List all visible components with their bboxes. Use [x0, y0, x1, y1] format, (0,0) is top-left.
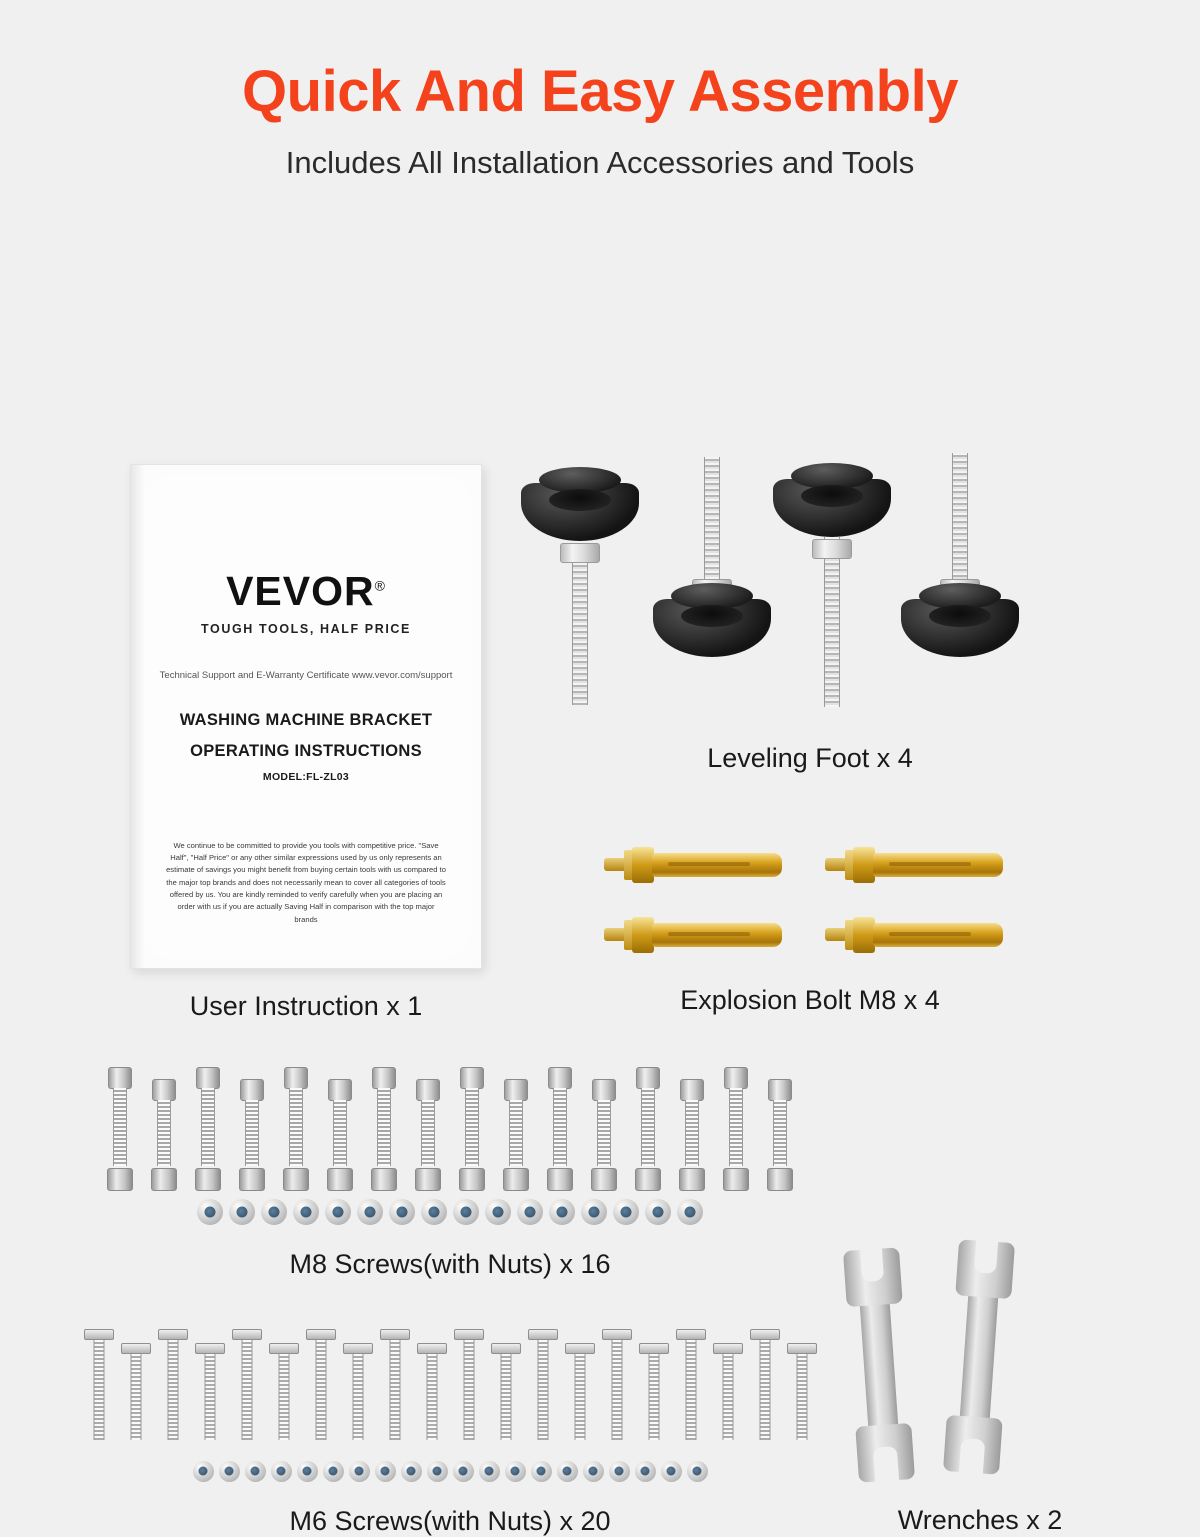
nut-washer-icon — [645, 1199, 671, 1225]
nut-washer-icon — [687, 1461, 708, 1482]
nut-washer-icon — [349, 1461, 370, 1482]
hex-screw-icon — [758, 1079, 802, 1191]
nut-washer-icon — [193, 1461, 214, 1482]
part-explosion-bolt — [560, 831, 1060, 1016]
caption-explosion-bolt: Explosion Bolt M8 x 4 — [680, 984, 940, 1015]
leveling-foot-group — [560, 453, 1060, 725]
explosion-bolt-group — [560, 831, 1060, 959]
flat-head-screw-icon — [672, 1329, 709, 1453]
manual-heading-line2: OPERATING INSTRUCTIONS — [190, 741, 422, 760]
m6-nut-row — [80, 1461, 820, 1482]
flat-head-screw-icon — [598, 1329, 635, 1453]
nut-washer-icon — [677, 1199, 703, 1225]
nut-washer-icon — [453, 1199, 479, 1225]
wrench-icon — [942, 1239, 1016, 1474]
caption-m8-screws: M8 Screws(with Nuts) x 16 — [289, 1248, 611, 1279]
hex-screw-icon — [538, 1067, 582, 1191]
nut-washer-icon — [389, 1199, 415, 1225]
part-wrenches — [830, 1241, 1130, 1536]
hex-screw-icon — [142, 1079, 186, 1191]
nut-washer-icon — [229, 1199, 255, 1225]
nut-washer-icon — [245, 1461, 266, 1482]
flat-head-screw-icon — [635, 1343, 672, 1453]
hex-screw-icon — [450, 1067, 494, 1191]
manual-brand — [131, 568, 481, 615]
nut-washer-icon — [297, 1461, 318, 1482]
caption-user-instruction: User Instruction x 1 — [189, 990, 423, 1021]
flat-head-screw-icon — [376, 1329, 413, 1453]
hex-screw-icon — [714, 1067, 758, 1191]
hex-screw-icon — [230, 1079, 274, 1191]
explosion-bolt-icon — [821, 911, 1020, 959]
flat-head-screw-icon — [709, 1343, 746, 1453]
m6-screw-group — [80, 1329, 820, 1453]
manual-support-line: Technical Support and E-Warranty Certificate www.vevor.com/support — [159, 669, 453, 681]
nut-washer-icon — [357, 1199, 383, 1225]
part-m8-screws — [80, 1067, 820, 1280]
instruction-manual-icon — [130, 464, 482, 969]
flat-head-screw-icon — [228, 1329, 265, 1453]
nut-washer-icon — [517, 1199, 543, 1225]
hex-screw-icon — [362, 1067, 406, 1191]
nut-washer-icon — [505, 1461, 526, 1482]
hex-screw-icon — [274, 1067, 318, 1191]
nut-washer-icon — [325, 1199, 351, 1225]
part-user-instruction — [96, 464, 516, 1022]
nut-washer-icon — [453, 1461, 474, 1482]
m8-screw-group — [80, 1067, 820, 1191]
nut-washer-icon — [635, 1461, 656, 1482]
hex-screw-icon — [406, 1079, 450, 1191]
manual-tagline: TOUGH TOOLS, HALF PRICE — [201, 621, 411, 636]
manual-brand-mark: ® — [374, 577, 386, 594]
nut-washer-icon — [427, 1461, 448, 1482]
nut-washer-icon — [261, 1199, 287, 1225]
page-subtitle: Includes All Installation Accessories and Tools — [285, 144, 915, 180]
explosion-bolt-icon — [821, 841, 1020, 889]
flat-head-screw-icon — [524, 1329, 561, 1453]
hex-screw-icon — [186, 1067, 230, 1191]
nut-washer-icon — [219, 1461, 240, 1482]
caption-m6-screws: M6 Screws(with Nuts) x 20 — [289, 1505, 611, 1536]
nut-washer-icon — [613, 1199, 639, 1225]
nut-washer-icon — [271, 1461, 292, 1482]
manual-heading-line1: WASHING MACHINE BRACKET — [179, 710, 433, 729]
flat-head-screw-icon — [302, 1329, 339, 1453]
m8-nut-row — [80, 1199, 820, 1225]
flat-head-screw-icon — [191, 1343, 228, 1453]
flat-head-screw-icon — [80, 1329, 117, 1453]
explosion-bolt-icon — [600, 911, 799, 959]
hex-screw-icon — [582, 1079, 626, 1191]
wrench-group — [830, 1241, 1130, 1491]
nut-washer-icon — [531, 1461, 552, 1482]
flat-head-screw-icon — [339, 1343, 376, 1453]
nut-washer-icon — [421, 1199, 447, 1225]
flat-head-screw-icon — [117, 1343, 154, 1453]
manual-body-text: We continue to be committed to provide you tools with competitive price. "Save Half", "Half Price" or any other similar expressions used by us only represents an estimate of savings you might benefit from buying certain tools with us compared to the major top brands and does not necessarily mean to cover all categories of tools offered by us. You are kindly reminded to verify carefully when you are placing an order with us if you are actually Saving Half in comparison with the top major brands — [166, 840, 446, 924]
flat-head-screw-icon — [746, 1329, 783, 1453]
flat-head-screw-icon — [450, 1329, 487, 1453]
flat-head-screw-icon — [265, 1343, 302, 1453]
nut-washer-icon — [583, 1461, 604, 1482]
flat-head-screw-icon — [487, 1343, 524, 1453]
flat-head-screw-icon — [413, 1343, 450, 1453]
nut-washer-icon — [375, 1461, 396, 1482]
nut-washer-icon — [485, 1199, 511, 1225]
manual-model: MODEL:FL-ZL03 — [262, 770, 350, 783]
nut-washer-icon — [479, 1461, 500, 1482]
flat-head-screw-icon — [561, 1343, 598, 1453]
hex-screw-icon — [318, 1079, 362, 1191]
hex-screw-icon — [494, 1079, 538, 1191]
nut-washer-icon — [661, 1461, 682, 1482]
caption-leveling-foot: Leveling Foot x 4 — [707, 742, 913, 773]
nut-washer-icon — [581, 1199, 607, 1225]
part-m6-screws — [80, 1329, 820, 1537]
explosion-bolt-icon — [600, 841, 799, 889]
header — [0, 0, 1200, 181]
nut-washer-icon — [323, 1461, 344, 1482]
hex-screw-icon — [670, 1079, 714, 1191]
manual-brand-text: VEVOR — [226, 567, 375, 614]
nut-washer-icon — [197, 1199, 223, 1225]
nut-washer-icon — [557, 1461, 578, 1482]
part-leveling-foot — [560, 453, 1060, 774]
nut-washer-icon — [609, 1461, 630, 1482]
hex-screw-icon — [626, 1067, 670, 1191]
page-title: Quick And Easy Assembly — [242, 59, 958, 124]
nut-washer-icon — [549, 1199, 575, 1225]
wrench-icon — [842, 1247, 916, 1482]
flat-head-screw-icon — [783, 1343, 820, 1453]
caption-wrenches: Wrenches x 2 — [897, 1504, 1063, 1535]
parts-board — [0, 181, 1200, 1536]
hex-screw-icon — [98, 1067, 142, 1191]
nut-washer-icon — [401, 1461, 422, 1482]
flat-head-screw-icon — [154, 1329, 191, 1453]
nut-washer-icon — [293, 1199, 319, 1225]
